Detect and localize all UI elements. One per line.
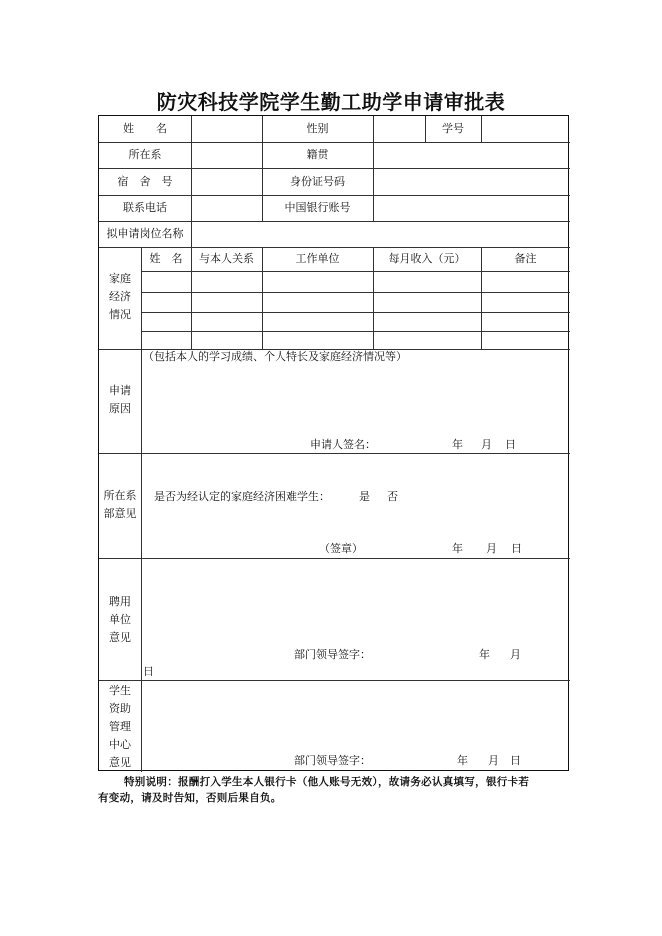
family-row[interactable] — [143, 333, 568, 347]
label-dorm: 宿 舍 号 — [117, 175, 173, 188]
label-bank-account: 中国银行账号 — [284, 201, 351, 214]
family-section-label: 家庭 经济 情况 — [109, 272, 131, 321]
center-year: 年 — [457, 754, 468, 767]
label-gender: 性别 — [306, 122, 329, 135]
family-row[interactable] — [143, 294, 568, 310]
input-native-place[interactable] — [375, 148, 568, 162]
application-form-table — [98, 115, 569, 771]
label-id-number: 身份证号码 — [290, 175, 345, 188]
employer-sign-label: 部门领导签字： — [294, 648, 371, 661]
input-position[interactable] — [194, 227, 568, 241]
input-student-id[interactable] — [483, 122, 568, 136]
employer-year: 年 — [479, 648, 490, 661]
special-note — [98, 774, 568, 806]
label-department: 所在系 — [128, 148, 162, 161]
dept-yes-option[interactable]: 是 — [359, 490, 370, 503]
special-note-label: 特别说明： — [124, 776, 178, 788]
special-note-text-2: 有变动，请及时告知，否则后果自负。 — [98, 792, 282, 804]
employer-day: 日 — [143, 665, 154, 678]
label-native-place: 籍贯 — [306, 148, 329, 161]
family-header-workplace: 工作单位 — [295, 252, 340, 265]
dept-seal-label: （签章） — [319, 542, 363, 555]
family-header-relation: 与本人关系 — [199, 252, 254, 265]
employer-opinion-input-area[interactable] — [145, 568, 565, 638]
center-opinion-label: 学生 资助 管理 中心 意见 — [109, 684, 131, 769]
input-bank-account[interactable] — [375, 201, 568, 215]
label-student-id: 学号 — [442, 122, 464, 135]
reason-year: 年 — [452, 438, 463, 451]
label-position: 拟申请岗位名称 — [106, 227, 184, 240]
label-phone: 联系电话 — [123, 201, 167, 214]
special-note-text-1: 报酬打入学生本人银行卡（他人账号无效），故请务必认真填写，银行卡若 — [178, 776, 530, 788]
family-row[interactable] — [143, 274, 568, 290]
reason-hint: （包括本人的学习成绩、个人特长及家庭经济情况等） — [143, 350, 407, 363]
reason-label: 申请 原因 — [109, 384, 131, 415]
dept-question: 是否为经认定的家庭经济困难学生： — [154, 490, 330, 503]
dept-opinion-label: 所在系 部意见 — [103, 489, 137, 520]
input-name[interactable] — [194, 122, 260, 136]
page-title: 防灾科技学院学生勤工助学申请审批表 — [156, 90, 506, 114]
reason-input-area[interactable] — [145, 366, 565, 428]
family-header-name: 姓 名 — [149, 252, 183, 265]
input-phone[interactable] — [194, 201, 260, 215]
reason-sign-label: 申请人签名： — [310, 438, 376, 451]
input-dorm[interactable] — [194, 175, 260, 189]
family-row[interactable] — [143, 314, 568, 329]
input-id-number[interactable] — [375, 175, 568, 189]
family-header-remarks: 备注 — [514, 252, 537, 265]
dept-no-option[interactable]: 否 — [387, 490, 398, 503]
reason-month: 月 — [481, 438, 492, 451]
input-gender[interactable] — [375, 122, 423, 136]
center-day: 日 — [510, 754, 521, 767]
reason-day: 日 — [505, 438, 516, 451]
center-month: 月 — [488, 754, 499, 767]
center-sign-label: 部门领导签字： — [294, 754, 371, 767]
employer-month: 月 — [510, 648, 521, 661]
dept-month: 月 — [486, 542, 497, 555]
family-header-income: 每月收入（元） — [388, 252, 466, 265]
input-department[interactable] — [194, 148, 260, 162]
center-opinion-input-area[interactable] — [145, 690, 565, 750]
dept-day: 日 — [511, 542, 522, 555]
employer-opinion-label: 聘用 单位 意见 — [109, 595, 131, 644]
dept-year: 年 — [452, 542, 463, 555]
label-name: 姓 名 — [123, 122, 167, 135]
